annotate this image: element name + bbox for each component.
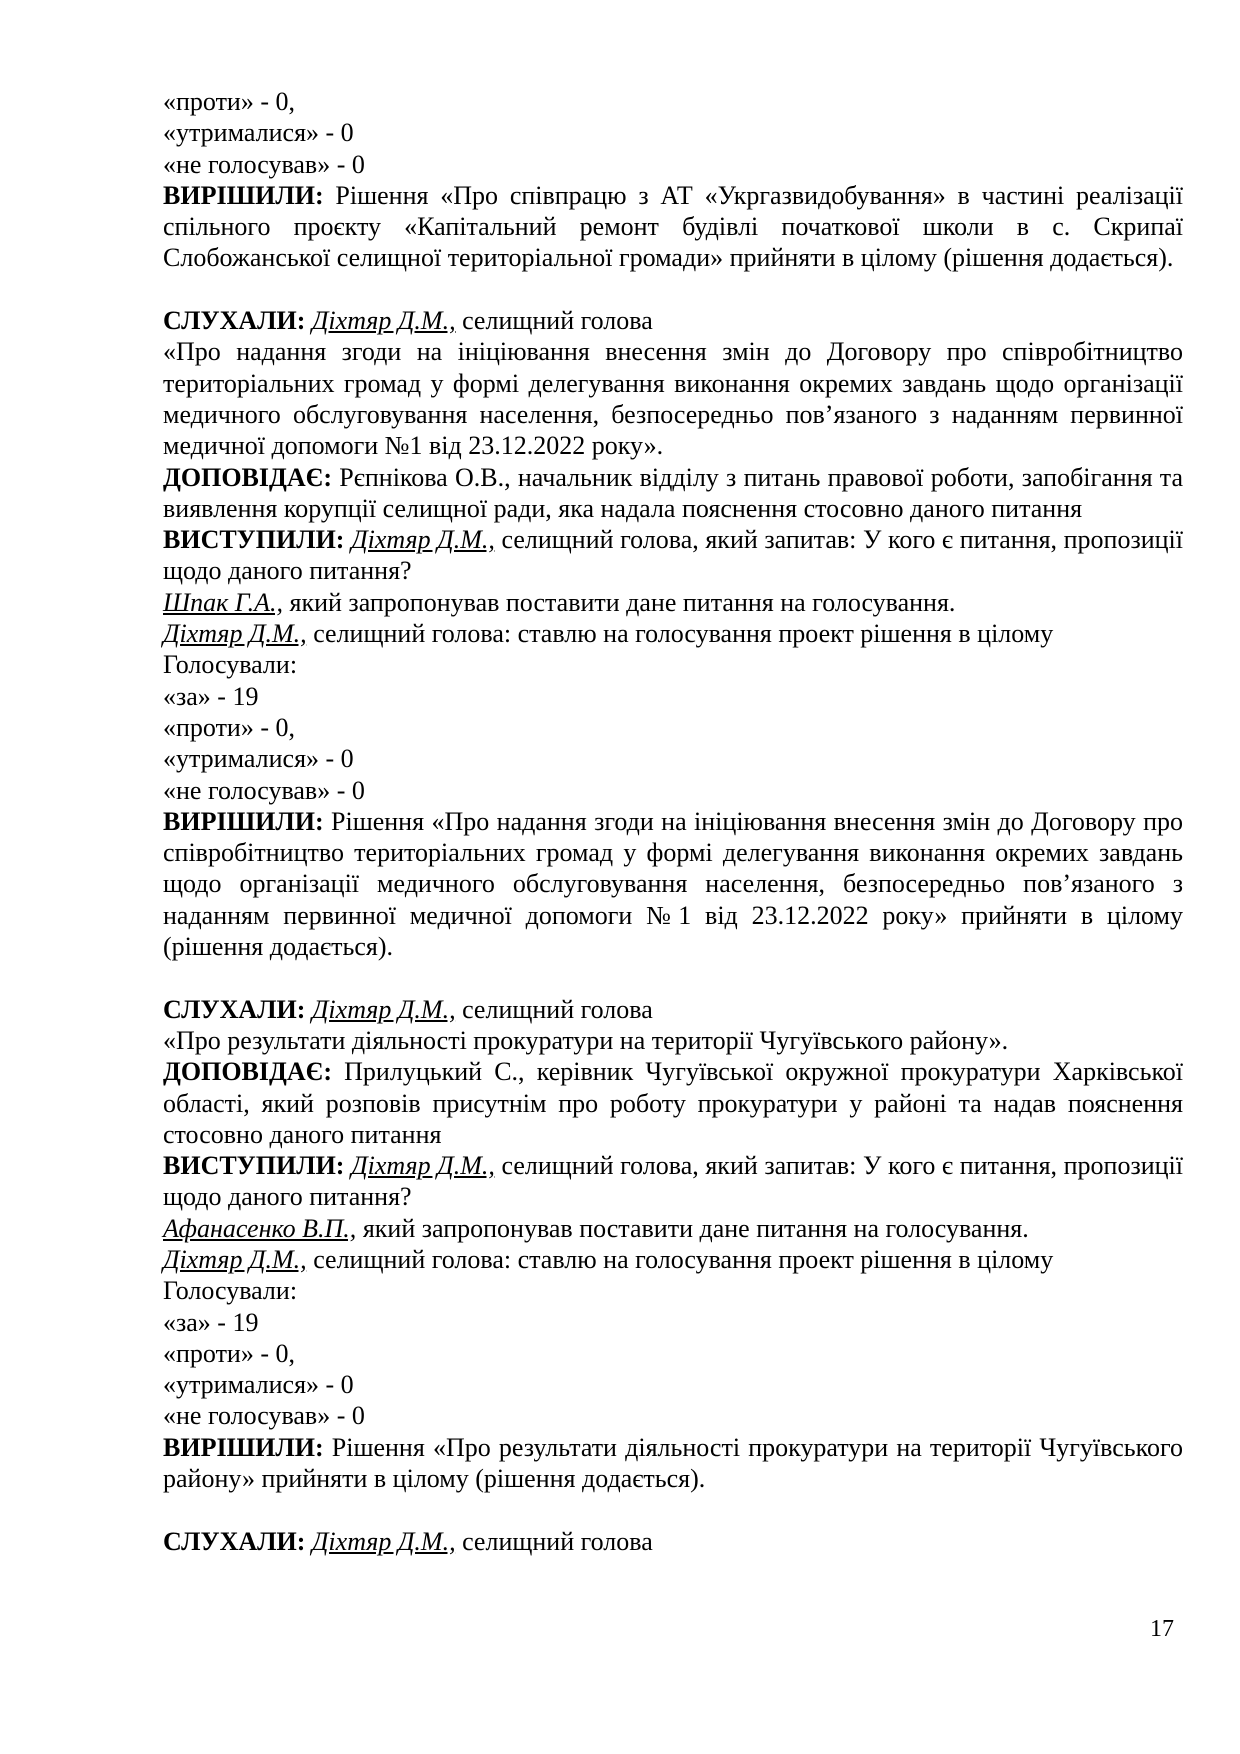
vote-not-voted: «не голосував» - 0 [163, 149, 365, 179]
voted-label: Голосували: [163, 650, 298, 680]
decided-label: ВИРІШИЛИ: [163, 1432, 324, 1462]
voted-label: Голосували: [163, 1276, 298, 1306]
vote-for: «за» - 19 [163, 681, 259, 711]
speech-text: селищний голова, який запитав: У кого є питання, пропозиції щодо даного питання? [163, 525, 1184, 586]
heard-line [163, 305, 1183, 336]
decided-label: ВИРІШИЛИ: [163, 806, 324, 836]
decision-text: Рішення «Про співпрацю з АТ «Укргазвидобування» в частині реалізації спільного проєкту «Капітальний ремонт будівлі початкової школи в с. Скрипаї Слобожанської селищної територіальної громади» прийняти в цілому (рішення додається). [163, 180, 1183, 273]
reports-label: ДОПОВІДАЄ: [163, 462, 332, 492]
vote-against: «проти» - 0, [163, 1338, 296, 1368]
heard-line [163, 994, 1183, 1025]
document-page [163, 86, 1183, 1557]
report-text: Рєпнікова О.В., начальник відділу з питань правової роботи, запобігання та виявлення корупції селищної ради, яка надала пояснення стосовно даного питання [163, 462, 1183, 523]
proposal-text: який запропонував поставити дане питання на голосування. [283, 587, 956, 617]
speaker-name: Діхтяр Д.М., [311, 306, 456, 336]
vote-against: «проти» - 0, [163, 712, 296, 742]
proposal-line [163, 1213, 1183, 1244]
decision-paragraph [163, 180, 1183, 274]
participant-name: Шпак Г.А., [163, 587, 283, 617]
speech-text: селищний голова, який запитав: У кого є питання, пропозиції щодо даного питання? [163, 1151, 1184, 1212]
decision-paragraph [163, 1432, 1183, 1495]
vote-abstained: «утрималися» - 0 [163, 1370, 354, 1400]
proposal-text: який запропонував поставити дане питання на голосування. [356, 1213, 1029, 1243]
spacer [163, 274, 1183, 305]
heard-line [163, 1526, 1183, 1557]
vote-abstained: «утрималися» - 0 [163, 118, 354, 148]
reports-label: ДОПОВІДАЄ: [163, 1057, 332, 1087]
chair-line [163, 1244, 1183, 1275]
speaker-name: Діхтяр Д.М., [311, 1526, 456, 1556]
spacer [163, 1494, 1183, 1525]
spoke-label: ВИСТУПИЛИ: [163, 525, 345, 555]
page-number: 17 [1150, 1616, 1174, 1642]
chair-text: селищний голова: ставлю на голосування проект рішення в цілому [306, 1244, 1054, 1274]
spoke-label: ВИСТУПИЛИ: [163, 1151, 345, 1181]
report-paragraph [163, 1056, 1183, 1150]
speaker-name: Діхтяр Д.М., [311, 994, 456, 1024]
vote-abstained: «утрималися» - 0 [163, 744, 354, 774]
decision-text: Рішення «Про надання згоди на ініціювання внесення змін до Договору про співробітництво територіальних громад у формі делегування виконання окремих завдань щодо організації медичного обслуговування населення, безпосередньо пов’язаного з наданням первинної медичної допомоги №1 від 23.12.2022 року» прийняти в цілому (рішення додається). [163, 806, 1183, 962]
vote-against: «проти» - 0, [163, 87, 296, 116]
report-text: Прилуцький С., керівник Чугуївської окружної прокуратури Харківської області, який розповів присутнім про роботу прокуратури у районі та надав пояснення стосовно даного питання [163, 1057, 1183, 1149]
speaker-role: селищний голова [455, 1526, 653, 1556]
agenda-topic: «Про надання згоди на ініціювання внесення змін до Договору про співробітництво територіальних громад у формі делегування виконання окремих завдань щодо організації медичного обслуговування населення, безпосередньо пов’язаного з наданням первинної медичної допомоги №1 від 23.12.2022 року». [163, 337, 1183, 461]
heard-label: СЛУХАЛИ: [163, 1526, 306, 1556]
decision-text: Рішення «Про результати діяльності прокуратури на території Чугуївського району» прийняти в цілому (рішення додається). [163, 1432, 1183, 1494]
spacer [163, 962, 1183, 993]
speaker-name: Діхтяр Д.М., [351, 525, 495, 555]
vote-not-voted: «не голосував» - 0 [163, 775, 365, 805]
speeches-paragraph [163, 1150, 1183, 1213]
speaker-role: селищний голова [455, 306, 653, 336]
speeches-paragraph [163, 524, 1183, 587]
speaker-name: Діхтяр Д.М., [351, 1151, 495, 1181]
participant-name: Афанасенко В.П., [163, 1213, 357, 1243]
decision-paragraph [163, 806, 1183, 962]
report-paragraph [163, 462, 1183, 525]
speaker-role: селищний голова [455, 994, 653, 1024]
decided-label: ВИРІШИЛИ: [163, 180, 324, 210]
chair-text: селищний голова: ставлю на голосування проект рішення в цілому [306, 619, 1054, 649]
vote-not-voted: «не голосував» - 0 [163, 1401, 365, 1431]
heard-label: СЛУХАЛИ: [163, 994, 306, 1024]
participant-name: Діхтяр Д.М., [163, 619, 307, 649]
chair-line [163, 618, 1183, 649]
heard-label: СЛУХАЛИ: [163, 306, 306, 336]
vote-for: «за» - 19 [163, 1307, 259, 1337]
proposal-line [163, 587, 1183, 618]
agenda-topic: «Про результати діяльності прокуратури на території Чугуївського району». [163, 1025, 1009, 1055]
participant-name: Діхтяр Д.М., [163, 1244, 307, 1274]
